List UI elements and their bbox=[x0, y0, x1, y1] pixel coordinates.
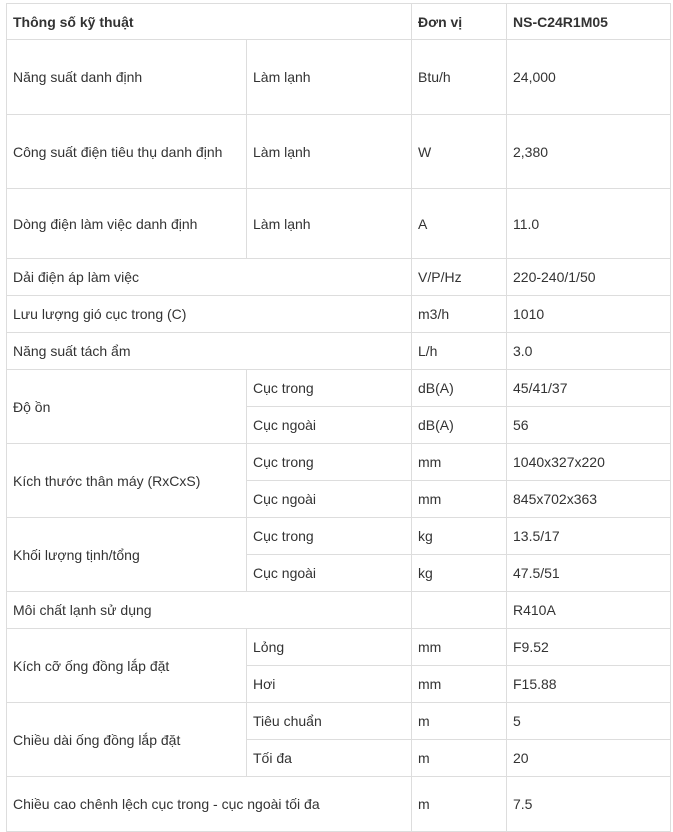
row-unit bbox=[412, 592, 507, 629]
table-row bbox=[7, 592, 671, 629]
row-sub: Tối đa bbox=[247, 740, 412, 777]
row-value: 845x702x363 bbox=[507, 481, 671, 518]
header-row bbox=[7, 4, 671, 40]
row-value: 45/41/37 bbox=[507, 370, 671, 407]
table-row bbox=[7, 444, 671, 481]
table-row bbox=[7, 189, 671, 259]
row-unit: mm bbox=[412, 444, 507, 481]
row-unit: m bbox=[412, 740, 507, 777]
row-value: 7.5 bbox=[507, 777, 671, 832]
row-sub: Tiêu chuẩn bbox=[247, 703, 412, 740]
row-unit: kg bbox=[412, 518, 507, 555]
row-label: Kích cỡ ống đồng lắp đặt bbox=[7, 629, 247, 703]
row-value: 20 bbox=[507, 740, 671, 777]
row-sub: Cục ngoài bbox=[247, 407, 412, 444]
table-row bbox=[7, 259, 671, 296]
row-mode: Làm lạnh bbox=[247, 40, 412, 115]
row-label: Dòng điện làm việc danh định bbox=[7, 189, 247, 259]
row-label: Năng suất danh định bbox=[7, 40, 247, 115]
row-label: Lưu lượng gió cục trong (C) bbox=[7, 296, 412, 333]
row-value: 13.5/17 bbox=[507, 518, 671, 555]
table-row bbox=[7, 370, 671, 407]
row-sub: Cục trong bbox=[247, 370, 412, 407]
row-unit: m3/h bbox=[412, 296, 507, 333]
row-unit: mm bbox=[412, 629, 507, 666]
header-spec: Thông số kỹ thuật bbox=[7, 4, 412, 40]
row-value: 3.0 bbox=[507, 333, 671, 370]
row-unit: mm bbox=[412, 666, 507, 703]
row-value: 56 bbox=[507, 407, 671, 444]
table-row bbox=[7, 333, 671, 370]
spec-table bbox=[6, 3, 671, 832]
row-value: 1040x327x220 bbox=[507, 444, 671, 481]
row-value: R410A bbox=[507, 592, 671, 629]
row-unit: dB(A) bbox=[412, 370, 507, 407]
table-row bbox=[7, 115, 671, 189]
row-label: Chiều dài ống đồng lắp đặt bbox=[7, 703, 247, 777]
row-sub: Cục trong bbox=[247, 444, 412, 481]
table-row bbox=[7, 703, 671, 740]
header-model: NS-C24R1M05 bbox=[507, 4, 671, 40]
table-row bbox=[7, 518, 671, 555]
row-sub: Lỏng bbox=[247, 629, 412, 666]
row-label: Chiều cao chênh lệch cục trong - cục ngoài tối đa bbox=[7, 777, 412, 832]
header-unit: Đơn vị bbox=[412, 4, 507, 40]
row-sub: Cục ngoài bbox=[247, 555, 412, 592]
table-row bbox=[7, 629, 671, 666]
row-sub: Cục trong bbox=[247, 518, 412, 555]
row-unit: m bbox=[412, 703, 507, 740]
row-value: 2,380 bbox=[507, 115, 671, 189]
row-value: F15.88 bbox=[507, 666, 671, 703]
row-value: 47.5/51 bbox=[507, 555, 671, 592]
row-unit: L/h bbox=[412, 333, 507, 370]
row-sub: Cục ngoài bbox=[247, 481, 412, 518]
row-value: 220-240/1/50 bbox=[507, 259, 671, 296]
row-unit: m bbox=[412, 777, 507, 832]
row-value: F9.52 bbox=[507, 629, 671, 666]
row-value: 1010 bbox=[507, 296, 671, 333]
row-unit: mm bbox=[412, 481, 507, 518]
row-unit: dB(A) bbox=[412, 407, 507, 444]
row-unit: A bbox=[412, 189, 507, 259]
row-unit: W bbox=[412, 115, 507, 189]
row-label: Môi chất lạnh sử dụng bbox=[7, 592, 412, 629]
table-row bbox=[7, 296, 671, 333]
row-label: Dải điện áp làm việc bbox=[7, 259, 412, 296]
row-label: Công suất điện tiêu thụ danh định bbox=[7, 115, 247, 189]
row-mode: Làm lạnh bbox=[247, 189, 412, 259]
row-value: 11.0 bbox=[507, 189, 671, 259]
row-label: Độ ồn bbox=[7, 370, 247, 444]
table-row bbox=[7, 777, 671, 832]
row-label: Kích thước thân máy (RxCxS) bbox=[7, 444, 247, 518]
row-mode: Làm lạnh bbox=[247, 115, 412, 189]
row-label: Khối lượng tịnh/tổng bbox=[7, 518, 247, 592]
row-unit: Btu/h bbox=[412, 40, 507, 115]
row-unit: V/P/Hz bbox=[412, 259, 507, 296]
row-label: Năng suất tách ẩm bbox=[7, 333, 412, 370]
table-row bbox=[7, 40, 671, 115]
row-value: 24,000 bbox=[507, 40, 671, 115]
row-value: 5 bbox=[507, 703, 671, 740]
row-unit: kg bbox=[412, 555, 507, 592]
row-sub: Hơi bbox=[247, 666, 412, 703]
